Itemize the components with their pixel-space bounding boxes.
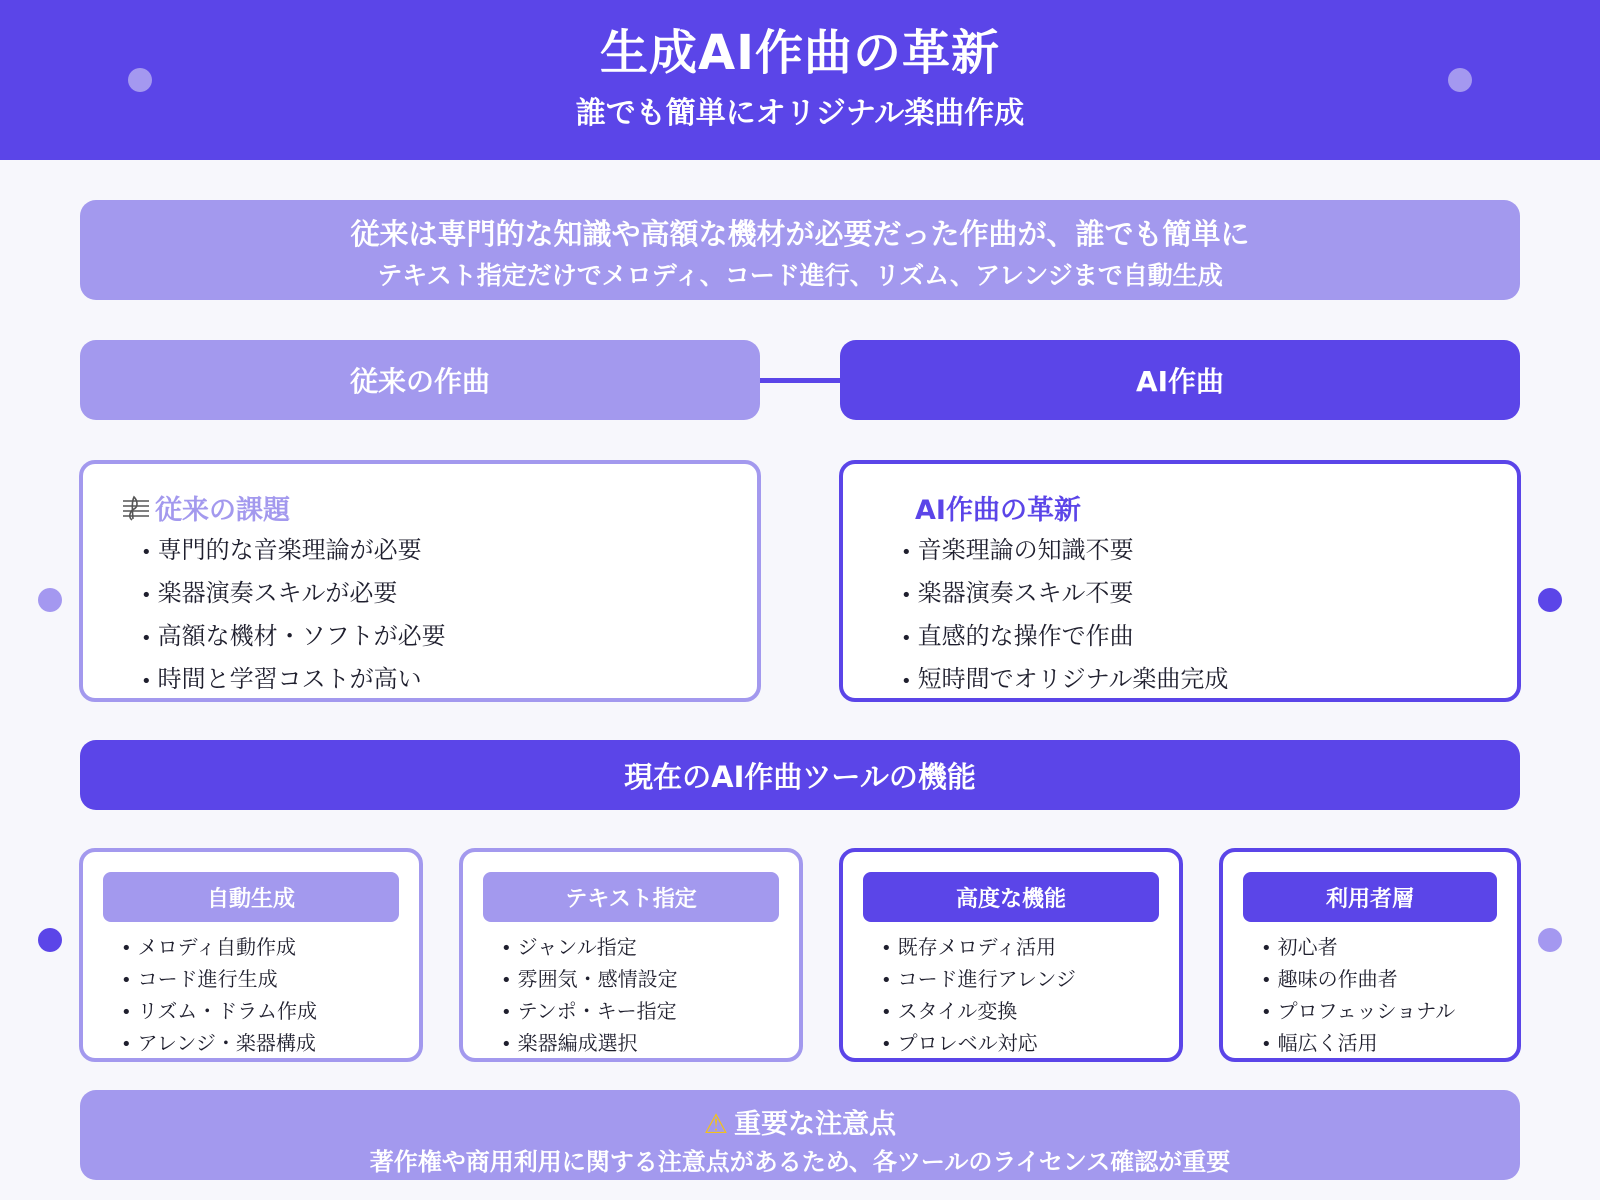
feature-card-auto-generation xyxy=(79,848,423,1062)
list-item: • リズム・ドラム作成 xyxy=(121,996,317,1028)
feature-card-title: 高度な機能 xyxy=(863,872,1159,922)
intro-line-1: 従来は専門的な知識や高額な機材が必要だった作曲が、誰でも簡単に xyxy=(350,217,1250,251)
traditional-challenges-card xyxy=(79,460,761,702)
list-item: • 幅広く活用 xyxy=(1261,1028,1455,1060)
traditional-card-title xyxy=(121,488,290,527)
heading-connector xyxy=(760,378,840,383)
list-item: • テンポ・キー指定 xyxy=(501,996,678,1028)
list-item: • 高額な機材・ソフトが必要 xyxy=(141,616,446,659)
list-item: • ジャンル指定 xyxy=(501,932,678,964)
music-staff-icon xyxy=(121,493,151,523)
header-banner xyxy=(0,0,1600,160)
page-title: 生成AI作曲の革新 xyxy=(599,25,1000,81)
list-item: • コード進行生成 xyxy=(121,964,317,996)
traditional-heading xyxy=(80,340,760,420)
list-item: • 雰囲気・感情設定 xyxy=(501,964,678,996)
list-item: • 直感的な操作で作曲 xyxy=(901,616,1228,659)
notice-title-row xyxy=(80,1102,1520,1141)
feature-card-users xyxy=(1219,848,1521,1062)
ai-card-title: AI作曲の革新 xyxy=(915,495,1081,526)
notice-text: 著作権や商用利用に関する注意点があるため、各ツールのライセンス確認が重要 xyxy=(369,1148,1231,1176)
list-item: • プロレベル対応 xyxy=(881,1028,1076,1060)
traditional-challenges-list xyxy=(141,530,446,702)
traditional-card-title-text: 従来の課題 xyxy=(155,495,290,526)
ai-heading-label: AI作曲 xyxy=(1135,365,1225,398)
feature-list xyxy=(501,932,678,1060)
list-item: • 既存メロディ活用 xyxy=(881,932,1076,964)
list-item: • メロディ自動作成 xyxy=(121,932,317,964)
decor-dot-header-left xyxy=(128,68,152,92)
decor-dot-mid-right xyxy=(1538,588,1562,612)
list-item: • 楽器編成選択 xyxy=(501,1028,678,1060)
ai-innovation-card xyxy=(839,460,1521,702)
list-item: • 時間と学習コストが高い xyxy=(141,659,446,702)
warning-icon: ⚠ xyxy=(703,1109,729,1140)
features-section-title: 現在のAI作曲ツールの機能 xyxy=(624,759,976,794)
list-item: • アレンジ・楽器構成 xyxy=(121,1028,317,1060)
feature-card-advanced xyxy=(839,848,1183,1062)
feature-card-title: テキスト指定 xyxy=(483,872,779,922)
decor-dot-mid-left xyxy=(38,588,62,612)
list-item: • 初心者 xyxy=(1261,932,1455,964)
list-item: • スタイル変換 xyxy=(881,996,1076,1028)
notice-title: 重要な注意点 xyxy=(734,1109,897,1140)
notice-banner xyxy=(80,1090,1520,1180)
list-item: • 趣味の作曲者 xyxy=(1261,964,1455,996)
decor-dot-header-right xyxy=(1448,68,1472,92)
feature-card-title: 自動生成 xyxy=(103,872,399,922)
intro-banner xyxy=(80,200,1520,300)
list-item: • プロフェッショナル xyxy=(1261,996,1455,1028)
feature-card-text-specification xyxy=(459,848,803,1062)
feature-list xyxy=(1261,932,1455,1060)
decor-dot-bottom-left xyxy=(38,928,62,952)
features-section-heading xyxy=(80,740,1520,810)
intro-line-2: テキスト指定だけでメロディ、コード進行、リズム、アレンジまで自動生成 xyxy=(377,261,1223,290)
list-item: • 専門的な音楽理論が必要 xyxy=(141,530,446,573)
traditional-heading-label: 従来の作曲 xyxy=(349,365,490,398)
list-item: • 楽器演奏スキルが必要 xyxy=(141,573,446,616)
list-item: • 音楽理論の知識不要 xyxy=(901,530,1228,573)
decor-dot-bottom-right xyxy=(1538,928,1562,952)
list-item: • コード進行アレンジ xyxy=(881,964,1076,996)
feature-list xyxy=(881,932,1076,1060)
feature-card-title: 利用者層 xyxy=(1243,872,1497,922)
list-item: • 楽器演奏スキル不要 xyxy=(901,573,1228,616)
page-subtitle: 誰でも簡単にオリジナル楽曲作成 xyxy=(575,96,1025,131)
ai-innovation-list xyxy=(901,530,1228,702)
feature-list xyxy=(121,932,317,1060)
list-item: • 短時間でオリジナル楽曲完成 xyxy=(901,659,1228,702)
ai-heading xyxy=(840,340,1520,420)
